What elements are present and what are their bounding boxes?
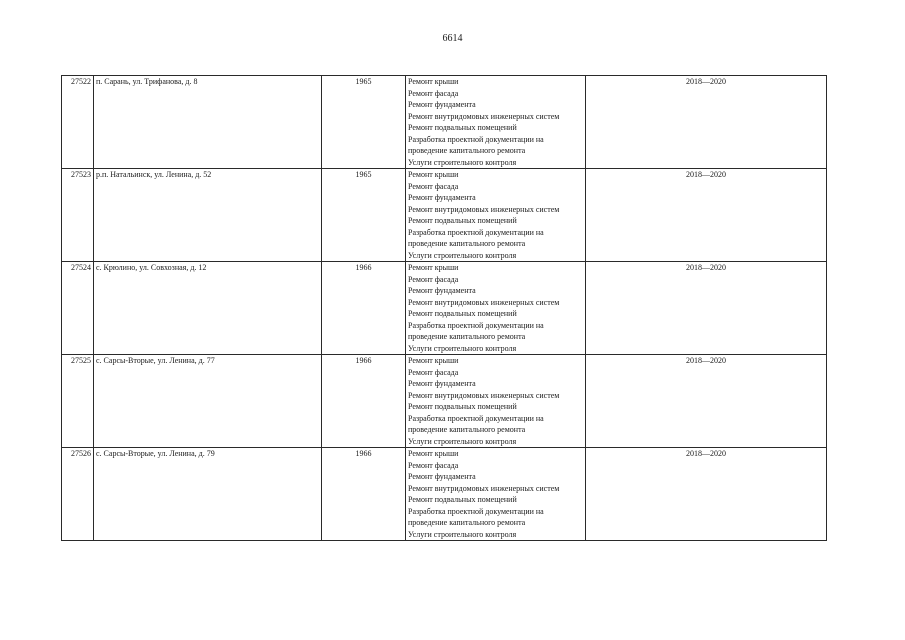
work-item: Ремонт фундамента	[408, 286, 476, 295]
work-item: Ремонт внутридомовых инженерных систем	[408, 204, 560, 214]
construction-year-cell: 1966	[322, 262, 406, 355]
construction-year-cell: 1965	[322, 169, 406, 262]
construction-year-cell: 1965	[322, 76, 406, 169]
work-item: Услуги строительного контроля	[408, 529, 517, 539]
construction-year-cell: 1966	[322, 448, 406, 541]
capital-repair-table	[61, 75, 827, 541]
construction-year-cell: 1966	[322, 355, 406, 448]
work-item: Разработка проектной документации на	[408, 320, 544, 330]
work-item: Ремонт фасада	[408, 181, 459, 191]
work-item: Ремонт крыши	[408, 170, 459, 179]
work-item: проведение капитального ремонта	[408, 332, 526, 341]
work-item: Ремонт крыши	[408, 77, 459, 86]
work-item: Ремонт крыши	[408, 356, 459, 365]
work-item: проведение капитального ремонта	[408, 146, 526, 155]
work-item: Ремонт подвальных помещений	[408, 495, 517, 504]
work-item: Разработка проектной документации на	[408, 134, 544, 144]
work-item: Ремонт крыши	[408, 449, 459, 458]
work-item: Ремонт фундамента	[408, 379, 476, 388]
repair-period-cell: 2018—2020	[586, 355, 827, 448]
works-list-cell	[406, 262, 586, 355]
table-row	[62, 76, 827, 169]
record-number-cell: 27522	[62, 76, 94, 169]
works-list-cell	[406, 169, 586, 262]
address-cell: п. Сарань, ул. Трифанова, д. 8	[94, 76, 322, 169]
work-item: Разработка проектной документации на	[408, 506, 544, 516]
repair-period-cell: 2018—2020	[586, 169, 827, 262]
works-list-cell	[406, 355, 586, 448]
work-item: Услуги строительного контроля	[408, 250, 517, 260]
record-number-cell: 27526	[62, 448, 94, 541]
repair-period-cell: 2018—2020	[586, 76, 827, 169]
works-list-cell	[406, 448, 586, 541]
work-item: Ремонт подвальных помещений	[408, 216, 517, 225]
work-item: Разработка проектной документации на	[408, 227, 544, 237]
table-body	[62, 76, 827, 541]
work-item: Ремонт фасада	[408, 274, 459, 284]
address-cell: с. Сарсы-Вторые, ул. Ленина, д. 77	[94, 355, 322, 448]
work-item: Ремонт фасада	[408, 88, 459, 98]
table-row	[62, 262, 827, 355]
work-item: Ремонт фасада	[408, 460, 459, 470]
table-row	[62, 448, 827, 541]
address-cell: с. Крюлино, ул. Совхозная, д. 12	[94, 262, 322, 355]
repair-period-cell: 2018—2020	[586, 262, 827, 355]
work-item: Ремонт фундамента	[408, 100, 476, 109]
work-item: Ремонт фасада	[408, 367, 459, 377]
address-cell: р.п. Натальинск, ул. Ленина, д. 52	[94, 169, 322, 262]
work-item: Ремонт подвальных помещений	[408, 309, 517, 318]
address-cell: с. Сарсы-Вторые, ул. Ленина, д. 79	[94, 448, 322, 541]
work-item: Разработка проектной документации на	[408, 413, 544, 423]
page-number: 6614	[442, 33, 463, 44]
repair-period-cell: 2018—2020	[586, 448, 827, 541]
work-item: Услуги строительного контроля	[408, 157, 517, 167]
work-item: Услуги строительного контроля	[408, 343, 517, 353]
work-item: Ремонт внутридомовых инженерных систем	[408, 111, 560, 121]
table-row	[62, 355, 827, 448]
work-item: Ремонт фундамента	[408, 193, 476, 202]
work-item: Услуги строительного контроля	[408, 436, 517, 446]
work-item: Ремонт крыши	[408, 263, 459, 272]
record-number-cell: 27524	[62, 262, 94, 355]
work-item: Ремонт внутридомовых инженерных систем	[408, 390, 560, 400]
works-list-cell	[406, 76, 586, 169]
work-item: Ремонт подвальных помещений	[408, 123, 517, 132]
work-item: Ремонт фундамента	[408, 472, 476, 481]
record-number-cell: 27525	[62, 355, 94, 448]
record-number-cell: 27523	[62, 169, 94, 262]
work-item: Ремонт внутридомовых инженерных систем	[408, 297, 560, 307]
work-item: проведение капитального ремонта	[408, 425, 526, 434]
work-item: Ремонт подвальных помещений	[408, 402, 517, 411]
work-item: проведение капитального ремонта	[408, 518, 526, 527]
work-item: проведение капитального ремонта	[408, 239, 526, 248]
table-row	[62, 169, 827, 262]
work-item: Ремонт внутридомовых инженерных систем	[408, 483, 560, 493]
